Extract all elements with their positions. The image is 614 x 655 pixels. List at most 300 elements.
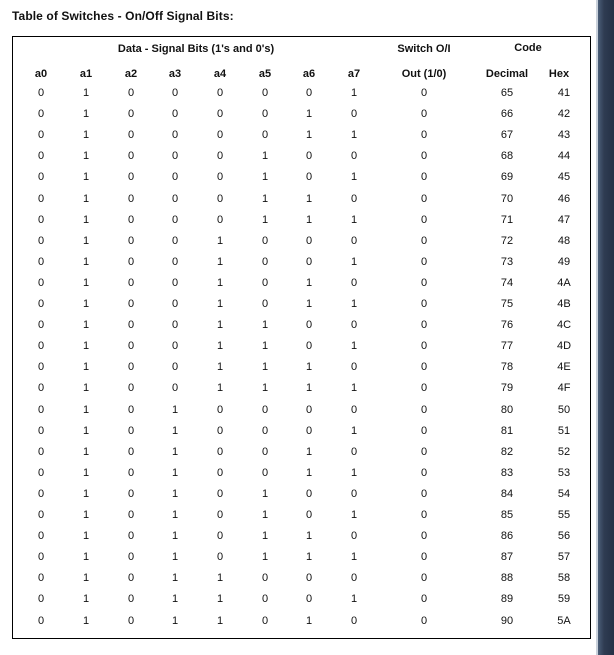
bit-cell-a2: 0 xyxy=(127,214,135,226)
switch-cell: 0 xyxy=(420,129,428,141)
bit-cell-a2: 0 xyxy=(127,425,135,437)
bit-cell-a6: 0 xyxy=(305,509,313,521)
decimal-cell: 78 xyxy=(500,361,514,373)
bit-cell-a4: 0 xyxy=(216,171,224,183)
bit-cell-a5: 1 xyxy=(261,509,269,521)
bit-cell-a4: 0 xyxy=(216,509,224,521)
bit-cell-a1: 1 xyxy=(82,382,90,394)
bit-cell-a4: 1 xyxy=(216,340,224,352)
switch-cell: 0 xyxy=(420,319,428,331)
bit-cell-a6: 0 xyxy=(305,404,313,416)
bit-cell-a3: 0 xyxy=(171,256,179,268)
bit-cell-a6: 1 xyxy=(305,467,313,479)
bit-cell-a6: 0 xyxy=(305,425,313,437)
bit-cell-a2: 0 xyxy=(127,404,135,416)
bit-cell-a7: 0 xyxy=(350,530,358,542)
bit-cell-a7: 1 xyxy=(350,87,358,99)
hex-cell: 4F xyxy=(557,382,571,394)
bit-cell-a0: 0 xyxy=(37,425,45,437)
bit-cell-a3: 0 xyxy=(171,277,179,289)
hex-cell: 42 xyxy=(557,108,571,120)
bit-cell-a3: 1 xyxy=(171,509,179,521)
decimal-cell: 70 xyxy=(500,193,514,205)
bit-cell-a3: 0 xyxy=(171,235,179,247)
bit-cell-a4: 1 xyxy=(216,277,224,289)
bit-cell-a1: 1 xyxy=(82,361,90,373)
bit-cell-a0: 0 xyxy=(37,319,45,331)
switch-cell: 0 xyxy=(420,382,428,394)
switch-cell: 0 xyxy=(420,193,428,205)
bit-cell-a7: 0 xyxy=(350,404,358,416)
bit-cell-a5: 0 xyxy=(261,129,269,141)
bit-cell-a0: 0 xyxy=(37,572,45,584)
bit-cell-a0: 0 xyxy=(37,361,45,373)
bit-cell-a5: 0 xyxy=(261,446,269,458)
decimal-cell: 87 xyxy=(500,551,514,563)
hex-cell: 55 xyxy=(557,509,571,521)
bit-cell-a2: 0 xyxy=(127,446,135,458)
bit-cell-a3: 0 xyxy=(171,193,179,205)
bit-cell-a7: 0 xyxy=(350,235,358,247)
hex-cell: 58 xyxy=(557,572,571,584)
bit-cell-a0: 0 xyxy=(37,382,45,394)
bit-cell-a4: 0 xyxy=(216,193,224,205)
bit-cell-a4: 0 xyxy=(216,87,224,99)
bit-cell-a4: 1 xyxy=(216,361,224,373)
bit-cell-a7: 0 xyxy=(350,446,358,458)
header-bit-a4: a4 xyxy=(213,68,227,80)
bit-cell-a2: 0 xyxy=(127,361,135,373)
bit-cell-a1: 1 xyxy=(82,256,90,268)
bit-cell-a1: 1 xyxy=(82,277,90,289)
bit-cell-a3: 0 xyxy=(171,298,179,310)
bit-cell-a3: 0 xyxy=(171,340,179,352)
bit-cell-a5: 1 xyxy=(261,361,269,373)
bit-cell-a7: 0 xyxy=(350,572,358,584)
switch-cell: 0 xyxy=(420,530,428,542)
bit-cell-a0: 0 xyxy=(37,593,45,605)
bit-cell-a3: 1 xyxy=(171,488,179,500)
hex-cell: 45 xyxy=(557,171,571,183)
switch-cell: 0 xyxy=(420,467,428,479)
switch-cell: 0 xyxy=(420,509,428,521)
bit-cell-a4: 0 xyxy=(216,446,224,458)
bit-cell-a4: 0 xyxy=(216,425,224,437)
bit-cell-a7: 1 xyxy=(350,171,358,183)
bit-cell-a2: 0 xyxy=(127,235,135,247)
decimal-cell: 86 xyxy=(500,530,514,542)
window-edge xyxy=(598,0,614,655)
switch-cell: 0 xyxy=(420,361,428,373)
bit-cell-a5: 1 xyxy=(261,340,269,352)
bit-cell-a4: 1 xyxy=(216,572,224,584)
bit-cell-a2: 0 xyxy=(127,87,135,99)
switch-cell: 0 xyxy=(420,87,428,99)
bit-cell-a7: 0 xyxy=(350,277,358,289)
bit-cell-a6: 1 xyxy=(305,361,313,373)
bit-cell-a3: 1 xyxy=(171,530,179,542)
bit-cell-a7: 1 xyxy=(350,509,358,521)
bit-cell-a1: 1 xyxy=(82,488,90,500)
bit-cell-a1: 1 xyxy=(82,572,90,584)
bit-cell-a3: 1 xyxy=(171,615,179,627)
bit-cell-a0: 0 xyxy=(37,551,45,563)
bit-cell-a1: 1 xyxy=(82,467,90,479)
decimal-cell: 84 xyxy=(500,488,514,500)
bit-cell-a6: 1 xyxy=(305,446,313,458)
bit-cell-a1: 1 xyxy=(82,235,90,247)
header-hex: Hex xyxy=(548,68,570,80)
header-decimal: Decimal xyxy=(485,68,529,80)
hex-cell: 57 xyxy=(557,551,571,563)
bit-cell-a1: 1 xyxy=(82,404,90,416)
bit-cell-a4: 1 xyxy=(216,319,224,331)
switch-cell: 0 xyxy=(420,171,428,183)
bit-cell-a6: 1 xyxy=(305,551,313,563)
bit-cell-a5: 0 xyxy=(261,87,269,99)
bit-cell-a5: 0 xyxy=(261,615,269,627)
bit-cell-a5: 1 xyxy=(261,193,269,205)
bit-cell-a6: 0 xyxy=(305,235,313,247)
bit-cell-a0: 0 xyxy=(37,340,45,352)
bit-cell-a2: 0 xyxy=(127,171,135,183)
header-code: Code xyxy=(514,42,542,54)
header-bit-a6: a6 xyxy=(302,68,316,80)
bit-cell-a6: 1 xyxy=(305,382,313,394)
bit-cell-a2: 0 xyxy=(127,467,135,479)
hex-cell: 4C xyxy=(556,319,572,331)
bit-cell-a7: 0 xyxy=(350,361,358,373)
bit-cell-a5: 0 xyxy=(261,235,269,247)
bit-cell-a5: 0 xyxy=(261,593,269,605)
page-title: Table of Switches - On/Off Signal Bits: xyxy=(12,9,234,23)
bit-cell-a2: 0 xyxy=(127,340,135,352)
bit-cell-a7: 0 xyxy=(350,108,358,120)
bit-cell-a2: 0 xyxy=(127,615,135,627)
hex-cell: 41 xyxy=(557,87,571,99)
bit-cell-a2: 0 xyxy=(127,150,135,162)
bit-cell-a6: 0 xyxy=(305,171,313,183)
bit-cell-a1: 1 xyxy=(82,551,90,563)
switch-cell: 0 xyxy=(420,488,428,500)
bit-cell-a0: 0 xyxy=(37,467,45,479)
switch-signal-table xyxy=(12,36,591,639)
bit-cell-a0: 0 xyxy=(37,150,45,162)
switch-cell: 0 xyxy=(420,256,428,268)
bit-cell-a1: 1 xyxy=(82,425,90,437)
hex-cell: 56 xyxy=(557,530,571,542)
bit-cell-a0: 0 xyxy=(37,298,45,310)
header-switch: Switch O/I xyxy=(397,43,451,55)
bit-cell-a3: 0 xyxy=(171,382,179,394)
bit-cell-a3: 1 xyxy=(171,551,179,563)
decimal-cell: 88 xyxy=(500,572,514,584)
hex-cell: 43 xyxy=(557,129,571,141)
bit-cell-a7: 0 xyxy=(350,488,358,500)
bit-cell-a0: 0 xyxy=(37,108,45,120)
hex-cell: 48 xyxy=(557,235,571,247)
switch-cell: 0 xyxy=(420,108,428,120)
bit-cell-a7: 1 xyxy=(350,425,358,437)
bit-cell-a4: 0 xyxy=(216,551,224,563)
decimal-cell: 73 xyxy=(500,256,514,268)
bit-cell-a6: 0 xyxy=(305,319,313,331)
bit-cell-a1: 1 xyxy=(82,171,90,183)
decimal-cell: 74 xyxy=(500,277,514,289)
bit-cell-a5: 1 xyxy=(261,382,269,394)
decimal-cell: 79 xyxy=(500,382,514,394)
bit-cell-a6: 1 xyxy=(305,108,313,120)
switch-cell: 0 xyxy=(420,446,428,458)
decimal-cell: 82 xyxy=(500,446,514,458)
bit-cell-a4: 1 xyxy=(216,256,224,268)
bit-cell-a7: 1 xyxy=(350,340,358,352)
bit-cell-a0: 0 xyxy=(37,193,45,205)
bit-cell-a7: 1 xyxy=(350,298,358,310)
switch-cell: 0 xyxy=(420,214,428,226)
bit-cell-a0: 0 xyxy=(37,87,45,99)
bit-cell-a2: 0 xyxy=(127,488,135,500)
bit-cell-a1: 1 xyxy=(82,150,90,162)
switch-cell: 0 xyxy=(420,551,428,563)
bit-cell-a1: 1 xyxy=(82,193,90,205)
bit-cell-a0: 0 xyxy=(37,509,45,521)
bit-cell-a6: 0 xyxy=(305,572,313,584)
bit-cell-a1: 1 xyxy=(82,108,90,120)
bit-cell-a5: 0 xyxy=(261,277,269,289)
bit-cell-a1: 1 xyxy=(82,214,90,226)
bit-cell-a5: 1 xyxy=(261,214,269,226)
bit-cell-a4: 0 xyxy=(216,129,224,141)
bit-cell-a3: 0 xyxy=(171,129,179,141)
switch-cell: 0 xyxy=(420,404,428,416)
hex-cell: 44 xyxy=(557,150,571,162)
bit-cell-a1: 1 xyxy=(82,446,90,458)
bit-cell-a1: 1 xyxy=(82,87,90,99)
bit-cell-a0: 0 xyxy=(37,277,45,289)
bit-cell-a7: 1 xyxy=(350,551,358,563)
bit-cell-a5: 1 xyxy=(261,551,269,563)
bit-cell-a0: 0 xyxy=(37,615,45,627)
bit-cell-a2: 0 xyxy=(127,298,135,310)
bit-cell-a3: 0 xyxy=(171,108,179,120)
bit-cell-a3: 0 xyxy=(171,214,179,226)
bit-cell-a6: 1 xyxy=(305,277,313,289)
bit-cell-a2: 0 xyxy=(127,530,135,542)
bit-cell-a5: 1 xyxy=(261,319,269,331)
decimal-cell: 66 xyxy=(500,108,514,120)
hex-cell: 51 xyxy=(557,425,571,437)
switch-cell: 0 xyxy=(420,298,428,310)
bit-cell-a7: 1 xyxy=(350,467,358,479)
hex-cell: 50 xyxy=(557,404,571,416)
bit-cell-a3: 1 xyxy=(171,425,179,437)
bit-cell-a2: 0 xyxy=(127,108,135,120)
decimal-cell: 75 xyxy=(500,298,514,310)
bit-cell-a2: 0 xyxy=(127,509,135,521)
bit-cell-a4: 1 xyxy=(216,593,224,605)
bit-cell-a1: 1 xyxy=(82,340,90,352)
bit-cell-a4: 1 xyxy=(216,382,224,394)
header-bit-a1: a1 xyxy=(79,68,93,80)
bit-cell-a7: 0 xyxy=(350,615,358,627)
decimal-cell: 83 xyxy=(500,467,514,479)
bit-cell-a4: 1 xyxy=(216,235,224,247)
bit-cell-a3: 0 xyxy=(171,87,179,99)
bit-cell-a5: 1 xyxy=(261,530,269,542)
decimal-cell: 90 xyxy=(500,615,514,627)
bit-cell-a4: 1 xyxy=(216,615,224,627)
bit-cell-a4: 0 xyxy=(216,108,224,120)
header-bit-a5: a5 xyxy=(258,68,272,80)
hex-cell: 54 xyxy=(557,488,571,500)
bit-cell-a3: 0 xyxy=(171,150,179,162)
bit-cell-a7: 1 xyxy=(350,593,358,605)
header-bit-a7: a7 xyxy=(347,68,361,80)
bit-cell-a4: 1 xyxy=(216,298,224,310)
bit-cell-a2: 0 xyxy=(127,129,135,141)
bit-cell-a6: 0 xyxy=(305,488,313,500)
hex-cell: 4A xyxy=(557,277,571,289)
bit-cell-a7: 0 xyxy=(350,319,358,331)
decimal-cell: 71 xyxy=(500,214,514,226)
bit-cell-a1: 1 xyxy=(82,530,90,542)
bit-cell-a0: 0 xyxy=(37,488,45,500)
hex-cell: 52 xyxy=(557,446,571,458)
bit-cell-a2: 0 xyxy=(127,382,135,394)
bit-cell-a3: 0 xyxy=(171,319,179,331)
bit-cell-a4: 0 xyxy=(216,214,224,226)
bit-cell-a7: 0 xyxy=(350,193,358,205)
hex-cell: 5A xyxy=(557,615,571,627)
bit-cell-a5: 0 xyxy=(261,572,269,584)
header-bit-a3: a3 xyxy=(168,68,182,80)
bit-cell-a2: 0 xyxy=(127,277,135,289)
switch-cell: 0 xyxy=(420,235,428,247)
bit-cell-a3: 1 xyxy=(171,404,179,416)
decimal-cell: 72 xyxy=(500,235,514,247)
decimal-cell: 89 xyxy=(500,593,514,605)
bit-cell-a1: 1 xyxy=(82,509,90,521)
bit-cell-a0: 0 xyxy=(37,214,45,226)
hex-cell: 46 xyxy=(557,193,571,205)
header-switch-out: Out (1/0) xyxy=(401,68,447,80)
bit-cell-a1: 1 xyxy=(82,615,90,627)
decimal-cell: 69 xyxy=(500,171,514,183)
bit-cell-a3: 0 xyxy=(171,361,179,373)
decimal-cell: 68 xyxy=(500,150,514,162)
bit-cell-a6: 1 xyxy=(305,615,313,627)
bit-cell-a4: 0 xyxy=(216,467,224,479)
bit-cell-a2: 0 xyxy=(127,319,135,331)
bit-cell-a6: 0 xyxy=(305,593,313,605)
bit-cell-a5: 0 xyxy=(261,298,269,310)
bit-cell-a2: 0 xyxy=(127,256,135,268)
bit-cell-a2: 0 xyxy=(127,551,135,563)
bit-cell-a0: 0 xyxy=(37,530,45,542)
bit-cell-a6: 1 xyxy=(305,193,313,205)
bit-cell-a3: 1 xyxy=(171,467,179,479)
bit-cell-a4: 0 xyxy=(216,488,224,500)
header-bit-a0: a0 xyxy=(34,68,48,80)
hex-cell: 4B xyxy=(557,298,571,310)
switch-cell: 0 xyxy=(420,593,428,605)
bit-cell-a7: 1 xyxy=(350,214,358,226)
bit-cell-a1: 1 xyxy=(82,319,90,331)
bit-cell-a6: 0 xyxy=(305,87,313,99)
switch-cell: 0 xyxy=(420,340,428,352)
switch-cell: 0 xyxy=(420,615,428,627)
switch-cell: 0 xyxy=(420,150,428,162)
bit-cell-a6: 1 xyxy=(305,530,313,542)
decimal-cell: 76 xyxy=(500,319,514,331)
bit-cell-a7: 1 xyxy=(350,129,358,141)
header-data-signal-bits: Data - Signal Bits (1's and 0's) xyxy=(117,43,275,55)
bit-cell-a1: 1 xyxy=(82,593,90,605)
bit-cell-a7: 1 xyxy=(350,256,358,268)
hex-cell: 59 xyxy=(557,593,571,605)
hex-cell: 4D xyxy=(556,340,572,352)
bit-cell-a0: 0 xyxy=(37,446,45,458)
bit-cell-a5: 0 xyxy=(261,256,269,268)
bit-cell-a4: 0 xyxy=(216,404,224,416)
bit-cell-a3: 1 xyxy=(171,572,179,584)
hex-cell: 53 xyxy=(557,467,571,479)
bit-cell-a2: 0 xyxy=(127,572,135,584)
bit-cell-a0: 0 xyxy=(37,129,45,141)
bit-cell-a3: 1 xyxy=(171,593,179,605)
bit-cell-a4: 0 xyxy=(216,530,224,542)
header-bit-a2: a2 xyxy=(124,68,138,80)
bit-cell-a6: 1 xyxy=(305,214,313,226)
decimal-cell: 77 xyxy=(500,340,514,352)
bit-cell-a7: 0 xyxy=(350,150,358,162)
bit-cell-a6: 1 xyxy=(305,298,313,310)
bit-cell-a0: 0 xyxy=(37,171,45,183)
switch-cell: 0 xyxy=(420,425,428,437)
bit-cell-a7: 1 xyxy=(350,382,358,394)
bit-cell-a4: 0 xyxy=(216,150,224,162)
bit-cell-a1: 1 xyxy=(82,298,90,310)
bit-cell-a5: 0 xyxy=(261,467,269,479)
bit-cell-a6: 1 xyxy=(305,129,313,141)
hex-cell: 4E xyxy=(557,361,571,373)
bit-cell-a5: 1 xyxy=(261,171,269,183)
bit-cell-a0: 0 xyxy=(37,256,45,268)
decimal-cell: 85 xyxy=(500,509,514,521)
decimal-cell: 80 xyxy=(500,404,514,416)
bit-cell-a5: 0 xyxy=(261,108,269,120)
hex-cell: 49 xyxy=(557,256,571,268)
switch-cell: 0 xyxy=(420,277,428,289)
bit-cell-a5: 0 xyxy=(261,404,269,416)
bit-cell-a2: 0 xyxy=(127,593,135,605)
decimal-cell: 65 xyxy=(500,87,514,99)
bit-cell-a0: 0 xyxy=(37,404,45,416)
bit-cell-a0: 0 xyxy=(37,235,45,247)
bit-cell-a5: 1 xyxy=(261,488,269,500)
bit-cell-a5: 1 xyxy=(261,150,269,162)
bit-cell-a2: 0 xyxy=(127,193,135,205)
bit-cell-a3: 0 xyxy=(171,171,179,183)
bit-cell-a6: 0 xyxy=(305,256,313,268)
bit-cell-a5: 0 xyxy=(261,425,269,437)
bit-cell-a1: 1 xyxy=(82,129,90,141)
bit-cell-a6: 0 xyxy=(305,340,313,352)
decimal-cell: 81 xyxy=(500,425,514,437)
bit-cell-a6: 0 xyxy=(305,150,313,162)
switch-cell: 0 xyxy=(420,572,428,584)
